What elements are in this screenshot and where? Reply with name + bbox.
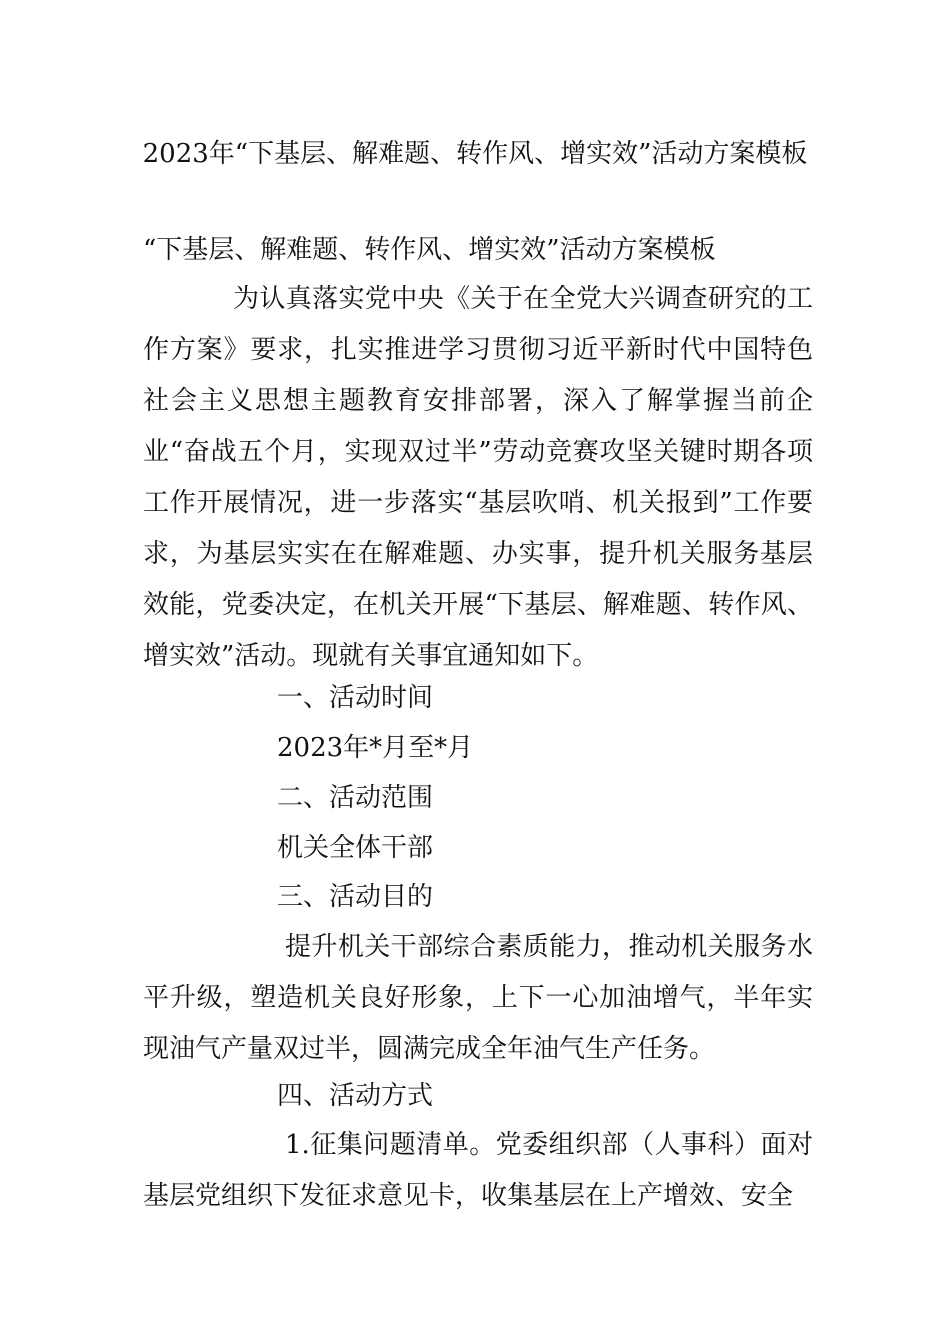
section-3-body: 提升机关干部综合素质能力，推动机关服务水平升级，塑造机关良好形象，上下一心加油增气，半年实现油气产量双过半，圆满完成全年油气生产任务。 — [143, 932, 813, 1064]
section-3-heading: 三、活动目的 — [277, 882, 434, 912]
section-1-body: 2023年*月至*月 — [277, 733, 474, 763]
document-subtitle: “下基层、解难题、转作风、增实效”活动方案模板 — [143, 235, 716, 265]
section-4-heading: 四、活动方式 — [277, 1081, 434, 1111]
section-1-heading: 一、活动时间 — [277, 683, 434, 713]
section-4-item-1: 1.征集问题清单。党委组织部（人事科）面对基层党组织下发征求意见卡，收集基层在上产增效、安全 — [143, 1130, 813, 1211]
section-2-body: 机关全体干部 — [277, 833, 434, 863]
intro-paragraph: 为认真落实党中央《关于在全党大兴调查研究的工作方案》要求，扎实推进学习贯彻习近平新时代中国特色社会主义思想主题教育安排部署，深入了解掌握当前企业“奋战五个月，实现双过半”劳动竞赛攻坚关键时期各项工作开展情况，进一步落实“基层吹哨、机关报到”工作要求，为基层实实在在解难题、办实事，提升机关服务基层效能，党委决定，在机关开展“下基层、解难题、转作风、增实效”活动。现就有关事宜通知如下。 — [143, 284, 813, 671]
document-title: 2023年“下基层、解难题、转作风、增实效”活动方案模板 — [142, 139, 808, 169]
section-2-heading: 二、活动范围 — [277, 783, 434, 813]
